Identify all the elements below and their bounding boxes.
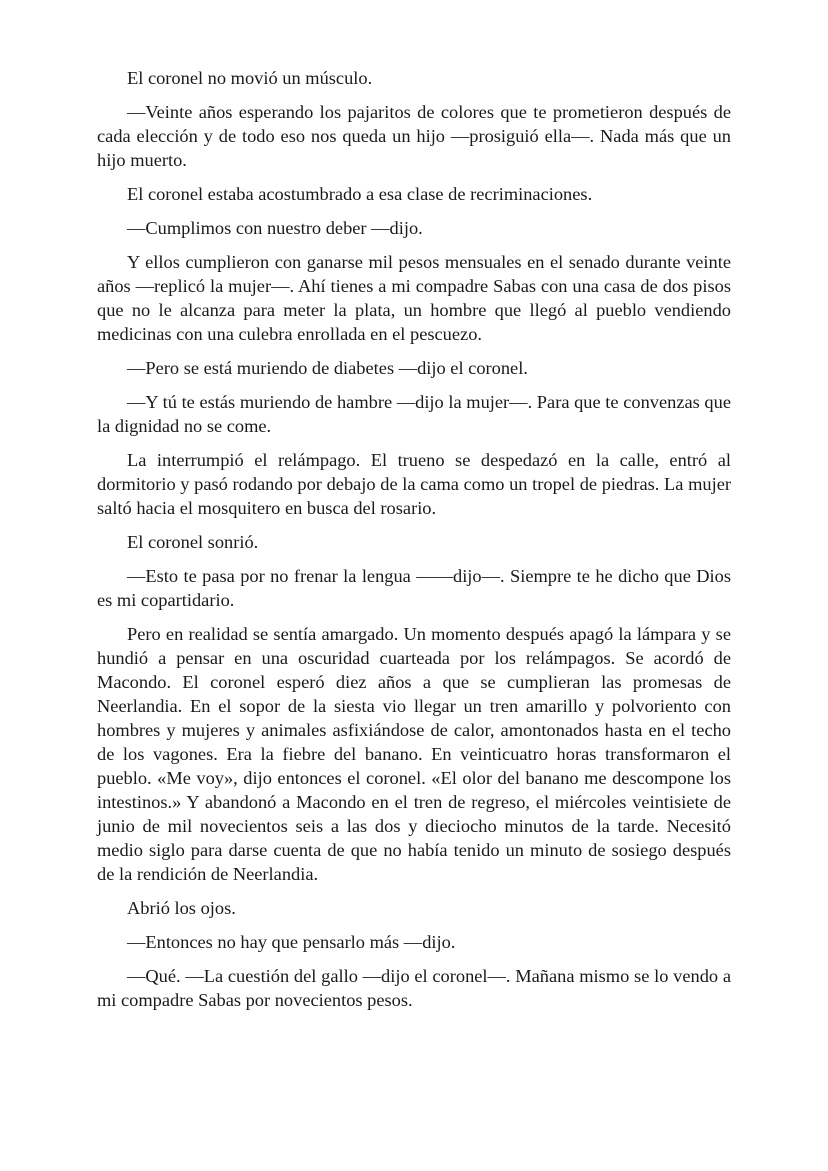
- paragraph: —Entonces no hay que pensarlo más —dijo.: [127, 932, 456, 952]
- paragraph: —Pero se está muriendo de diabetes —dijo el coronel.: [127, 358, 528, 378]
- paragraph: —Cumplimos con nuestro deber —dijo.: [127, 218, 423, 238]
- document-page: [97, 66, 731, 1022]
- paragraph: La interrumpió el relámpago. El trueno se despedazó en la calle, entró al dormitorio y pasó rodando por debajo de la cama como un tropel de piedras. La mujer saltó hacia el mosquitero en busca del rosario.: [97, 450, 731, 518]
- paragraph: El coronel sonrió.: [127, 532, 259, 552]
- paragraph: Y ellos cumplieron con ganarse mil pesos mensuales en el senado durante veinte años —replicó la mujer—. Ahí tienes a mi compadre Sabas con una casa de dos pisos que no le alcanza para meter la plata, un hombre que llegó al pueblo vendiendo medicinas con una culebra enrollada en el pescuezo.: [97, 252, 731, 344]
- paragraph: El coronel no movió un músculo.: [127, 68, 373, 88]
- paragraph: El coronel estaba acostumbrado a esa clase de recriminaciones.: [127, 184, 593, 204]
- paragraph: Pero en realidad se sentía amargado. Un momento después apagó la lámpara y se hundió a pensar en una oscuridad cuarteada por los relámpagos. Se acordó de Macondo. El coronel esperó diez años a que se cumplieran las promesas de Neerlandia. En el sopor de la siesta vio llegar un tren amarillo y polvoriento con hombres y mujeres y animales asfixiándose de calor, amontonados hasta en el techo de los vagones. Era la fiebre del banano. En veinticuatro horas transformaron el pueblo. «Me voy», dijo entonces el coronel. «El olor del banano me descompone los intestinos.» Y abandonó a Macondo en el tren de regreso, el miércoles veintisiete de junio de mil novecientos seis a las dos y dieciocho minutos de la tarde. Necesitó medio siglo para darse cuenta de que no había tenido un minuto de sosiego después de la rendición de Neerlandia.: [97, 624, 731, 884]
- paragraph: —Qué. —La cuestión del gallo —dijo el coronel—. Mañana mismo se lo vendo a mi compadre Sabas por novecientos pesos.: [97, 966, 731, 1010]
- paragraph: Abrió los ojos.: [127, 898, 236, 918]
- paragraph: —Y tú te estás muriendo de hambre —dijo la mujer—. Para que te convenzas que la dignidad no se come.: [97, 392, 731, 436]
- paragraph: —Veinte años esperando los pajaritos de colores que te prometieron después de cada elección y de todo eso nos queda un hijo —prosiguió ella—. Nada más que un hijo muerto.: [97, 102, 731, 170]
- paragraph: —Esto te pasa por no frenar la lengua ——dijo—. Siempre te he dicho que Dios es mi copartidario.: [97, 566, 731, 610]
